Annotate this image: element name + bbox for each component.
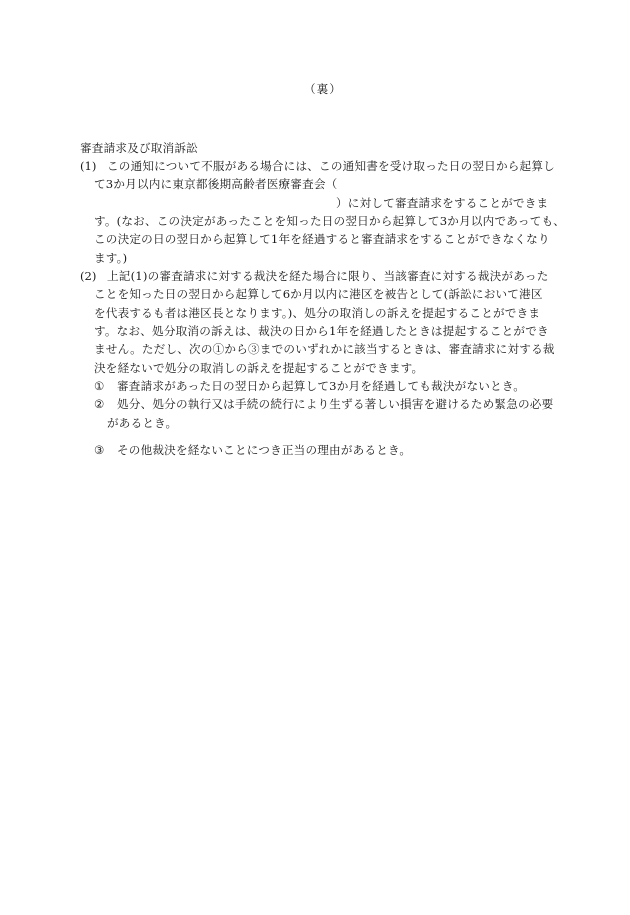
item-number: (1): [80, 159, 97, 173]
page-side-label: （裏）: [304, 82, 342, 96]
subitem-line: 処分、処分の執行又は手続の続行により生ずる著しい損害を避けるため緊急の必要: [117, 397, 554, 411]
subitem-line: があるとき。: [107, 416, 178, 430]
item-line: 上記(1)の審査請求に対する裁決を経た場合に限り、当該審査に対する裁決があった: [107, 269, 549, 283]
item-line: て3か月以内に東京都後期高齢者医療審査会（: [94, 177, 338, 191]
item-line: す。なお、処分取消の訴えは、裁決の日から1年を経過したときは提起することができ: [94, 324, 549, 338]
subitem-marker: ③: [94, 443, 105, 457]
subitem-marker: ①: [94, 379, 105, 393]
item-line: ）に対して審査請求をすることができま: [336, 196, 549, 210]
item-line: を代表するも者は港区長となります。)、処分の取消しの訴えを提起することができま: [94, 306, 541, 320]
item-line: ます。): [94, 251, 128, 265]
subitem-line: 審査請求があった日の翌日から起算して3か月を経過しても裁決がないとき。: [117, 379, 525, 393]
item-line: この決定の日の翌日から起算して1年を経過すると審査請求をすることができなくなり: [94, 232, 550, 246]
item-line: この通知について不服がある場合には、この通知書を受け取った日の翌日から起算し: [107, 159, 555, 173]
item-number: (2): [80, 269, 97, 283]
section-title: 審査請求及び取消訴訟: [80, 141, 198, 155]
subitem-marker: ②: [94, 397, 105, 411]
item-line: ません。ただし、次の①から③までのいずれかに該当するときは、審査請求に対する裁: [94, 342, 555, 356]
item-line: ことを知った日の翌日から起算して6か月以内に港区を被告として(訴訟において港区: [94, 287, 543, 301]
item-line: す。(なお、この決定があったことを知った日の翌日から起算して3か月以内であっても、: [94, 214, 566, 228]
item-line: 決を経ないで処分の取消しの訴えを提起することができます。: [94, 361, 424, 375]
subitem-line: その他裁決を経ないことにつき正当の理由があるとき。: [117, 443, 412, 457]
